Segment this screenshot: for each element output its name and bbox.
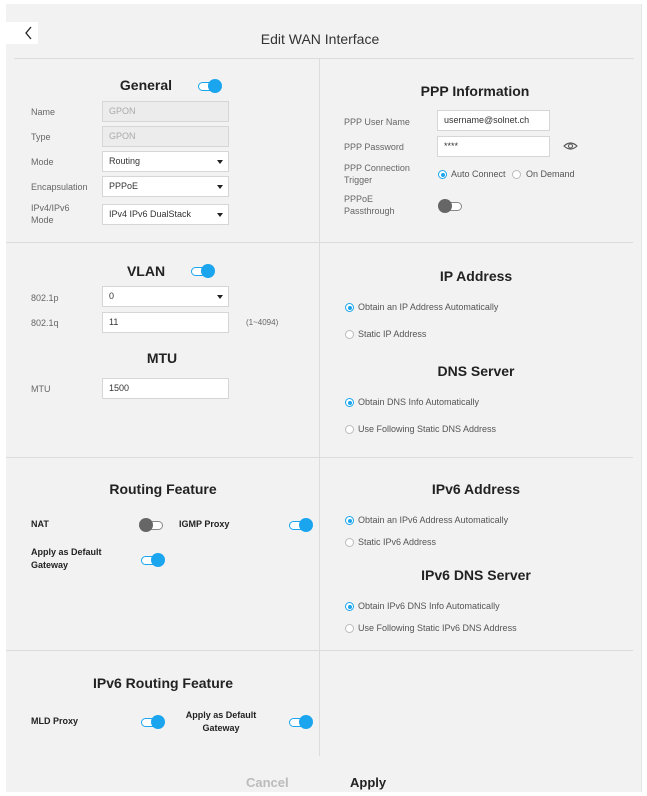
section-divider xyxy=(6,650,633,651)
nat-toggle[interactable] xyxy=(141,521,163,530)
vlan-p-label: 802.1p xyxy=(31,293,59,303)
mode-select[interactable]: Routing xyxy=(102,151,229,172)
mtu-label: MTU xyxy=(31,384,51,394)
ipv6-static-radio[interactable] xyxy=(345,538,354,547)
ppp-user-input[interactable]: username@solnet.ch xyxy=(437,110,550,131)
ip-auto-radio[interactable] xyxy=(345,303,354,312)
ipv6-address-heading: IPv6 Address xyxy=(431,481,521,497)
default-gateway-toggle[interactable] xyxy=(141,556,163,565)
nat-label: NAT xyxy=(31,519,49,529)
vlan-q-label: 802.1q xyxy=(31,318,59,328)
dns-static-label: Use Following Static DNS Address xyxy=(358,424,497,434)
ipv6-dns-auto-radio[interactable] xyxy=(345,602,354,611)
dns-heading: DNS Server xyxy=(437,363,515,379)
igmp-toggle[interactable] xyxy=(289,521,311,530)
passthrough-toggle[interactable] xyxy=(440,202,462,211)
section-divider xyxy=(6,457,633,458)
trigger-auto-radio[interactable] xyxy=(438,170,447,179)
vlan-p-select[interactable]: 0 xyxy=(102,286,229,307)
ip-auto-label: Obtain an IP Address Automatically xyxy=(358,302,499,312)
encapsulation-label: Encapsulation xyxy=(31,182,88,192)
mtu-input[interactable]: 1500 xyxy=(102,378,229,399)
apply-button-label: Apply xyxy=(350,775,387,790)
page-title: Edit WAN Interface xyxy=(260,31,380,47)
ip-mode-select[interactable]: IPv4 IPv6 DualStack xyxy=(102,204,229,225)
default-gateway-label: Apply as Default Gateway xyxy=(31,547,102,570)
ipv6-routing-heading: IPv6 Routing Feature xyxy=(92,675,234,691)
ip-address-heading: IP Address xyxy=(439,268,513,284)
general-heading: General xyxy=(119,77,173,93)
name-label: Name xyxy=(31,107,56,117)
dns-static-radio[interactable] xyxy=(345,425,354,434)
mld-proxy-toggle[interactable] xyxy=(141,718,163,727)
mtu-heading: MTU xyxy=(146,350,178,366)
eye-icon[interactable] xyxy=(563,141,578,151)
vlan-q-range: (1~4094) xyxy=(246,318,279,327)
routing-heading: Routing Feature xyxy=(109,481,217,497)
mld-proxy-label: MLD Proxy xyxy=(31,716,79,726)
section-divider xyxy=(14,58,634,59)
vlan-toggle[interactable] xyxy=(191,267,213,276)
name-field: GPON xyxy=(102,101,229,122)
dns-auto-radio[interactable] xyxy=(345,398,354,407)
ipv6-dns-static-radio[interactable] xyxy=(345,624,354,633)
ipv6-default-gateway-label: Apply as Default Gateway xyxy=(185,710,257,733)
type-label: Type xyxy=(31,132,51,142)
apply-button[interactable] xyxy=(350,775,386,790)
ipv6-auto-label: Obtain an IPv6 Address Automatically xyxy=(358,515,509,525)
ipv6-static-label: Static IPv6 Address xyxy=(358,537,437,547)
section-divider xyxy=(6,242,633,243)
ip-static-radio[interactable] xyxy=(345,330,354,339)
vlan-heading: VLAN xyxy=(126,263,166,279)
ip-mode-label: IPv4/IPv6 Mode xyxy=(31,203,70,225)
ppp-password-label: PPP Password xyxy=(344,142,404,152)
trigger-demand-label: On Demand xyxy=(526,169,575,179)
cancel-button[interactable]: Cancel xyxy=(246,775,289,790)
ppp-password-input[interactable]: **** xyxy=(437,136,550,157)
ppp-heading: PPP Information xyxy=(420,83,530,99)
ipv6-auto-radio[interactable] xyxy=(345,516,354,525)
encapsulation-select[interactable]: PPPoE xyxy=(102,176,229,197)
trigger-auto-label: Auto Connect xyxy=(451,169,506,179)
ipv6-dns-heading: IPv6 DNS Server xyxy=(421,567,531,583)
passthrough-label: PPPoE Passthrough xyxy=(344,194,395,216)
dns-auto-label: Obtain DNS Info Automatically xyxy=(358,397,480,407)
ipv6-dns-static-label: Use Following Static IPv6 DNS Address xyxy=(358,623,517,633)
ppp-user-label: PPP User Name xyxy=(344,117,410,127)
ipv6-dns-auto-label: Obtain IPv6 DNS Info Automatically xyxy=(358,601,500,611)
column-divider xyxy=(319,58,320,756)
mode-label: Mode xyxy=(31,157,54,167)
general-toggle[interactable] xyxy=(198,82,220,91)
ppp-trigger-label: PPP Connection Trigger xyxy=(344,163,410,185)
ip-static-label: Static IP Address xyxy=(358,329,427,339)
vlan-q-input[interactable]: 11 xyxy=(102,312,229,333)
type-field: GPON xyxy=(102,126,229,147)
ipv6-default-gateway-toggle[interactable] xyxy=(289,718,311,727)
trigger-demand-radio[interactable] xyxy=(512,170,521,179)
igmp-label: IGMP Proxy xyxy=(179,519,230,529)
